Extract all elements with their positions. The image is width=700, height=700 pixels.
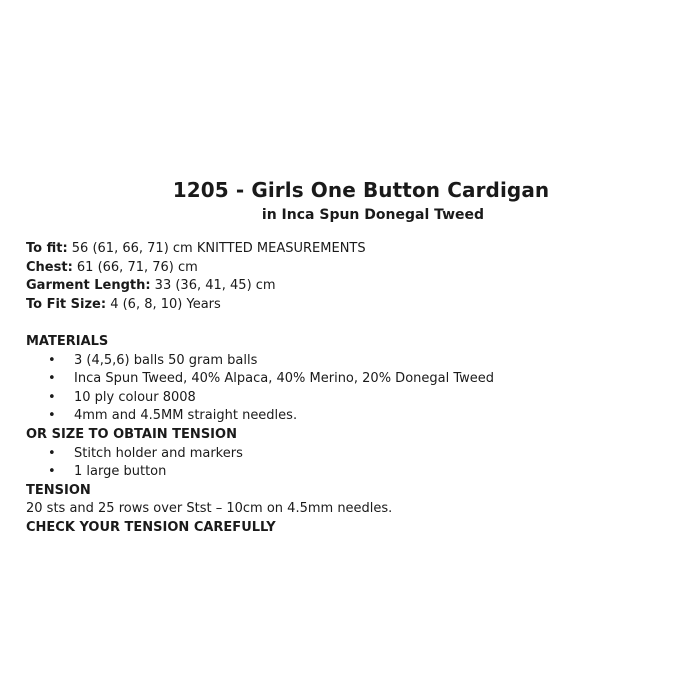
list-item	[48, 389, 666, 408]
list-item-text: 10 ply colour 8008	[74, 389, 196, 405]
bullet-icon: •	[48, 371, 56, 387]
chest-value: 61 (66, 71, 76) cm	[72, 259, 198, 275]
list-item-text: Stitch holder and markers	[74, 445, 243, 461]
to-fit-label: To fit:	[26, 241, 68, 256]
garment-length-line	[26, 277, 666, 296]
tension-check-note: CHECK YOUR TENSION CAREFULLY	[26, 519, 276, 535]
bullet-icon: •	[48, 408, 56, 424]
to-fit-value: 56 (61, 66, 71) cm KNITTED MEASUREMENTS	[67, 241, 366, 256]
list-item-text: 4mm and 4.5MM straight needles.	[74, 408, 298, 424]
to-fit-size-value: 4 (6, 8, 10) Years	[106, 296, 221, 312]
to-fit-size-label: To Fit Size:	[26, 296, 107, 312]
pattern-title: 1205 - Girls One Button Cardigan	[172, 178, 550, 202]
materials-list	[26, 352, 666, 426]
bullet-icon: •	[48, 464, 56, 480]
garment-length-value: 33 (36, 41, 45) cm	[150, 278, 276, 294]
to-fit-size-line	[26, 296, 666, 315]
list-item	[48, 352, 666, 371]
materials-heading: MATERIALS	[26, 333, 109, 349]
list-item	[48, 445, 666, 464]
section-gap	[26, 314, 666, 333]
list-item	[48, 370, 666, 389]
pattern-subtitle: in Inca Spun Donegal Tweed	[261, 207, 485, 223]
bullet-icon: •	[48, 352, 56, 368]
to-fit-line	[26, 240, 666, 259]
list-item-text: Inca Spun Tweed, 40% Alpaca, 40% Merino, 20% Donegal Tweed	[74, 371, 495, 387]
list-item-text: 3 (4,5,6) balls 50 gram balls	[74, 352, 258, 368]
chest-line	[26, 259, 666, 278]
chest-label: Chest:	[26, 259, 73, 275]
list-item	[48, 407, 666, 426]
size-tension-heading: OR SIZE TO OBTAIN TENSION	[26, 426, 237, 442]
tension-text: 20 sts and 25 rows over Stst – 10cm on 4.5mm needles.	[26, 501, 393, 517]
pattern-body	[26, 240, 666, 538]
bullet-icon: •	[48, 445, 56, 461]
list-item-text: 1 large button	[74, 464, 167, 480]
size-tension-list	[26, 445, 666, 482]
tension-heading: TENSION	[26, 482, 91, 498]
bullet-icon: •	[48, 389, 56, 405]
list-item	[48, 463, 666, 482]
garment-length-label: Garment Length:	[26, 278, 151, 294]
